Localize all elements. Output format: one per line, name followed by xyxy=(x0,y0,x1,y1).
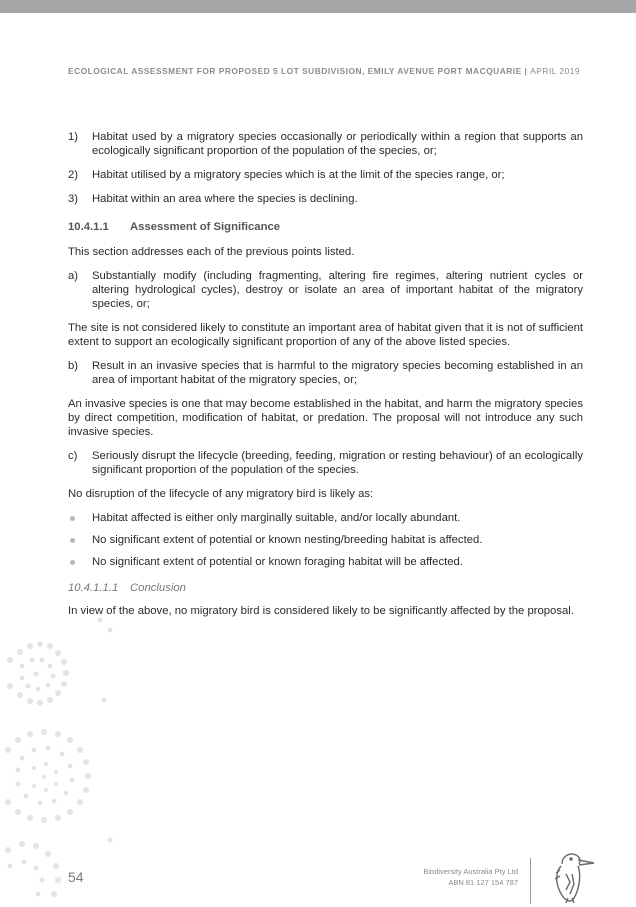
kookaburra-logo-icon xyxy=(548,846,596,904)
criterion-response: No disruption of the lifecycle of any migratory bird is likely as: xyxy=(68,488,374,500)
list-item xyxy=(68,130,583,158)
dotted-pattern-decoration xyxy=(0,600,120,907)
list-text: Habitat utilised by a migratory species which is at the limit of the species range, or; xyxy=(92,169,505,181)
list-marker: 1) xyxy=(68,131,79,143)
criterion-text: Substantially modify (including fragmenting, altering fire regimes, altering nutrient cycles or altering hydrological cycles), destroy or isolate an area of important habitat of the migratory species, or; xyxy=(92,270,583,310)
criterion-response: An invasive species is one that may become established in the habitat, and harm the migratory species by direct competition, modification of habitat, or predation. The proposal will not introduce any such invasive species. xyxy=(68,398,583,438)
conclusion-paragraph: In view of the above, no migratory bird is considered likely to be significantly affected by the proposal. xyxy=(68,605,574,617)
criterion-item xyxy=(68,269,583,311)
bullet-item xyxy=(68,555,583,569)
company-info xyxy=(423,866,518,888)
document-body xyxy=(68,130,583,628)
header-title: ECOLOGICAL ASSESSMENT FOR PROPOSED 5 LOT SUBDIVISION, EMILY AVENUE PORT MACQUARIE xyxy=(68,66,522,76)
bullet-text: No significant extent of potential or known foraging habitat will be affected. xyxy=(92,556,463,568)
page-header xyxy=(68,66,588,76)
logo-eye xyxy=(569,857,573,861)
list-marker: 3) xyxy=(68,193,79,205)
company-name: Biodiversity Australia Pty Ltd xyxy=(423,867,518,876)
criterion-marker: b) xyxy=(68,360,79,372)
company-abn: ABN 81 127 154 787 xyxy=(448,878,518,887)
bullet-item xyxy=(68,511,583,525)
header-date: APRIL 2019 xyxy=(530,66,581,76)
list-text: Habitat used by a migratory species occasionally or periodically within a region that supports an ecologically significant proportion of the population of the species, or; xyxy=(92,131,583,157)
header-separator: | xyxy=(524,66,528,76)
section-title: Assessment of Significance xyxy=(130,221,281,233)
intro-paragraph: This section addresses each of the previous points listed. xyxy=(68,246,355,258)
criterion-item xyxy=(68,449,583,477)
bullet-dot xyxy=(70,538,75,543)
bullet-text: Habitat affected is either only marginally suitable, and/or locally abundant. xyxy=(92,512,461,524)
list-marker: 2) xyxy=(68,169,79,181)
criterion-item xyxy=(68,359,583,387)
page-number: 54 xyxy=(68,869,84,885)
bullet-dot xyxy=(70,560,75,565)
criterion-text: Seriously disrupt the lifecycle (breeding, feeding, migration or resting behaviour) of an ecologically significant proportion of the population of the species. xyxy=(92,450,583,476)
list-text: Habitat within an area where the species is declining. xyxy=(92,193,358,205)
criterion-marker: c) xyxy=(68,450,78,462)
footer-divider xyxy=(530,858,531,904)
bullet-text: No significant extent of potential or known nesting/breeding habitat is affected. xyxy=(92,534,483,546)
bullet-item xyxy=(68,533,583,547)
list-item xyxy=(68,192,583,206)
list-item xyxy=(68,168,583,182)
criterion-text: Result in an invasive species that is harmful to the migratory species becoming established in an area of important habitat of the migratory species, or; xyxy=(92,360,583,386)
criterion-response: The site is not considered likely to constitute an important area of habitat given that it is not of sufficient extent to support an ecologically significant proportion of any of the above listed species. xyxy=(68,322,583,348)
conclusion-number: 10.4.1.1.1 xyxy=(68,582,119,594)
conclusion-heading xyxy=(68,581,583,595)
section-number: 10.4.1.1 xyxy=(68,221,109,233)
conclusion-title: Conclusion xyxy=(130,582,186,594)
bullet-dot xyxy=(70,516,75,521)
criterion-marker: a) xyxy=(68,270,79,282)
top-bar xyxy=(0,0,636,13)
section-heading xyxy=(68,220,583,234)
